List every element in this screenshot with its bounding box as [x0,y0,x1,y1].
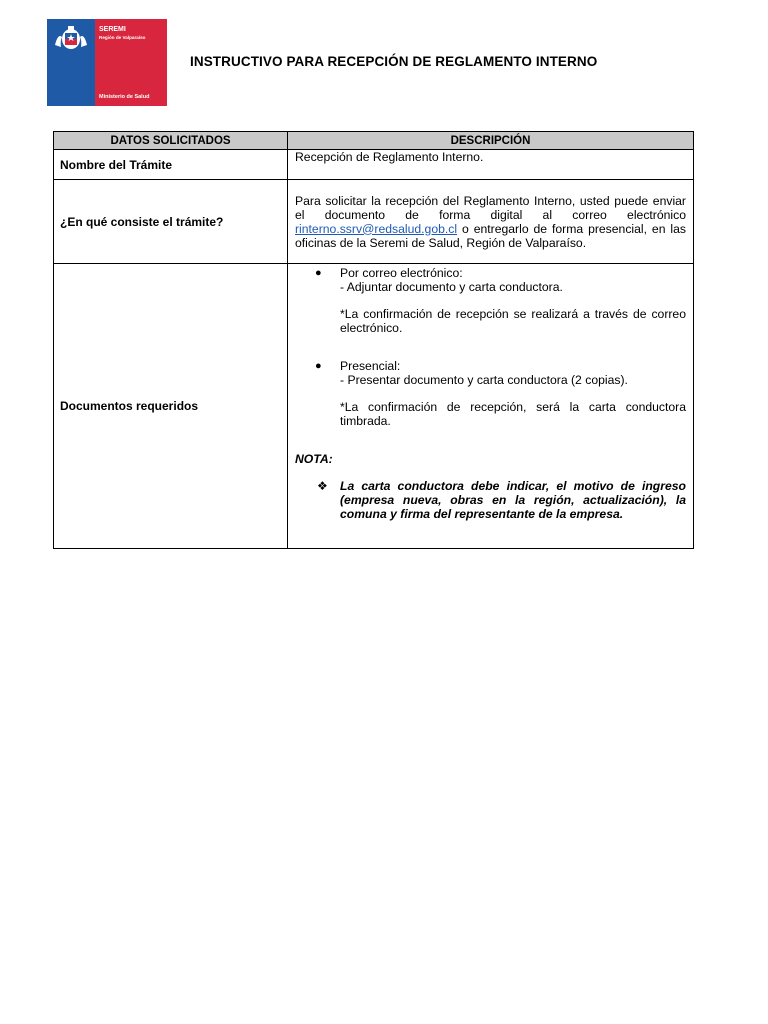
logo-org [99,26,145,42]
procedure-table [53,131,694,549]
logo-org-name: SEREMI [99,26,126,33]
row-label-consiste: ¿En qué consiste el trámite? [54,180,288,264]
email-link[interactable]: rinterno.ssrv@redsalud.gob.cl [295,221,458,236]
seremi-logo [47,19,167,106]
table-row [54,180,694,264]
logo-region: Región de Valparaíso [99,35,146,40]
nota-text: La carta conductora debe indicar, el motivo de ingreso (empresa nueva, obras en la región, actualización), la comuna y firma del representante de la empresa. [340,479,686,521]
bullet-note: *La confirmación de recepción, será la carta conductora timbrada. [340,400,686,428]
bullet-item-presencial [295,359,686,428]
logo-red-panel [95,19,167,106]
bullet-subitem: - Adjuntar documento y carta conductora. [340,280,563,294]
row-desc-nombre: Recepción de Reglamento Interno. [288,150,694,180]
header-descripcion: DESCRIPCIÓN [288,132,694,150]
coat-of-arms-icon [51,23,91,53]
row-desc-consiste [288,180,694,264]
bullet-title: Presencial: [340,359,401,373]
bullet-item-correo [295,266,686,335]
bullet-title: Por correo electrónico: [340,266,463,280]
logo-blue-panel [47,19,95,106]
bullet-icon: ● [315,267,322,279]
nota-item [295,479,686,521]
desc-text-before: Para solicitar la recepción del Reglamento Interno, usted puede enviar el documento de forma digital al correo electrónico [295,193,686,222]
table-row [54,150,694,180]
bullet-icon: ● [315,360,322,372]
row-desc-documentos [288,264,694,549]
diamond-bullet-icon: ❖ [317,479,328,493]
row-label-nombre: Nombre del Trámite [54,150,288,180]
desc-text-after: o entregarlo de forma presencial, en las oficinas de la Seremi de Salud, Región de Valparaíso. [295,221,686,250]
nota-label: NOTA: [295,452,333,466]
header-datos-solicitados: DATOS SOLICITADOS [54,132,288,150]
bullet-note: *La confirmación de recepción se realizará a través de correo electrónico. [340,307,686,335]
row-label-documentos: Documentos requeridos [54,264,288,549]
table-row [54,264,694,549]
bullet-subitem: - Presentar documento y carta conductora (2 copias). [340,373,628,387]
table-header-row [54,132,694,150]
logo-ministry: Ministerio de Salud [99,93,150,100]
document-title: INSTRUCTIVO PARA RECEPCIÓN DE REGLAMENTO INTERNO [190,54,598,69]
